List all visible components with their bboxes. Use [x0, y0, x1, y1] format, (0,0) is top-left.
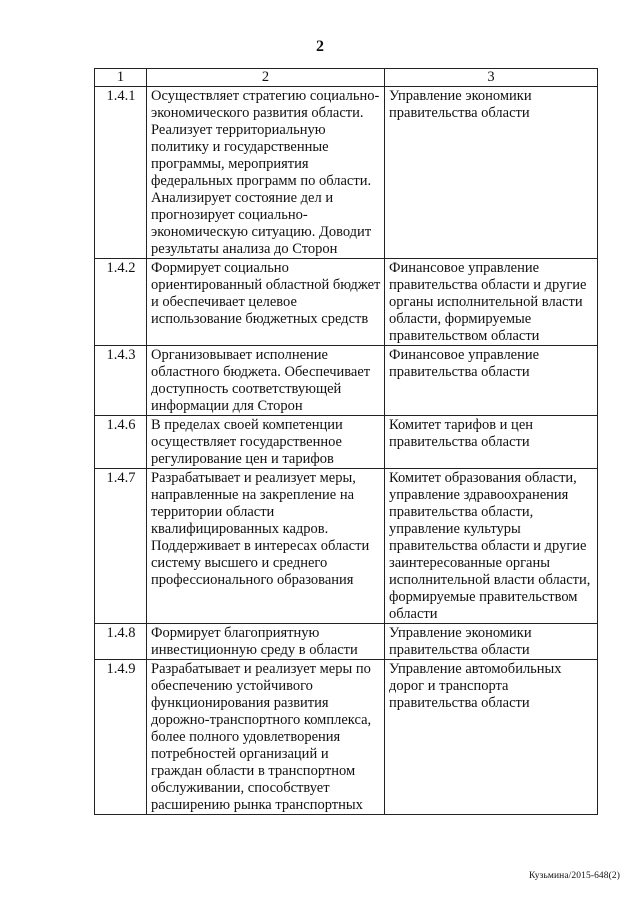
row-responsible: Комитет образования области, управление здравоохранения правительства области, управление культуры правительства области и другие заинтересованные органы исполнительной власти области, формируемые правительством области: [385, 469, 598, 624]
table-row: [95, 416, 598, 469]
row-responsible: Комитет тарифов и цен правительства области: [385, 416, 598, 469]
responsibility-table: [94, 68, 598, 815]
table-row: [95, 87, 598, 259]
column-header-function: 2: [147, 69, 385, 87]
row-responsible: Управление автомобильных дорог и транспорта правительства области: [385, 660, 598, 815]
row-function: Формирует социально ориентированный областной бюджет и обеспечивает целевое использование бюджетных средств: [147, 259, 385, 346]
row-number: 1.4.1: [95, 87, 147, 259]
row-function: Организовывает исполнение областного бюджета. Обеспечивает доступность соответствующей информации для Сторон: [147, 346, 385, 416]
row-function: Формирует благоприятную инвестиционную среду в области: [147, 624, 385, 660]
column-header-number: 1: [95, 69, 147, 87]
row-function: Разрабатывает и реализует меры, направленные на закрепление на территории области квалифицированных кадров. Поддерживает в интересах области систему высшего и среднего профессионального образования: [147, 469, 385, 624]
table-row: [95, 469, 598, 624]
table-header-row: [95, 69, 598, 87]
row-number: 1.4.2: [95, 259, 147, 346]
page-number: 2: [316, 38, 324, 55]
row-number: 1.4.3: [95, 346, 147, 416]
document-reference: Кузьмина/2015-648(2): [529, 871, 620, 881]
column-header-responsible: 3: [385, 69, 598, 87]
row-responsible: Управление экономики правительства области: [385, 624, 598, 660]
table-row: [95, 259, 598, 346]
table-row: [95, 346, 598, 416]
row-responsible: Финансовое управление правительства области: [385, 346, 598, 416]
row-number: 1.4.6: [95, 416, 147, 469]
row-number: 1.4.8: [95, 624, 147, 660]
row-number: 1.4.9: [95, 660, 147, 815]
row-function: Разрабатывает и реализует меры по обеспечению устойчивого функционирования развития дорожно-транспортного комплекса, более полного удовлетворения потребностей организаций и граждан области в транспортном обслуживании, способствует расширению рынка транспортных: [147, 660, 385, 815]
table-row: [95, 660, 598, 815]
row-responsible: Финансовое управление правительства области и другие органы исполнительной власти области, формируемые правительством области: [385, 259, 598, 346]
table-row: [95, 624, 598, 660]
row-function: Осуществляет стратегию социально-экономического развития области. Реализует территориальную политику и государственные программы, мероприятия федеральных программ по области. Анализирует состояние дел и прогнозирует социально-экономическую ситуацию. Доводит результаты анализа до Сторон: [147, 87, 385, 259]
row-number: 1.4.7: [95, 469, 147, 624]
row-function: В пределах своей компетенции осуществляет государственное регулирование цен и тарифов: [147, 416, 385, 469]
row-responsible: Управление экономики правительства области: [385, 87, 598, 259]
